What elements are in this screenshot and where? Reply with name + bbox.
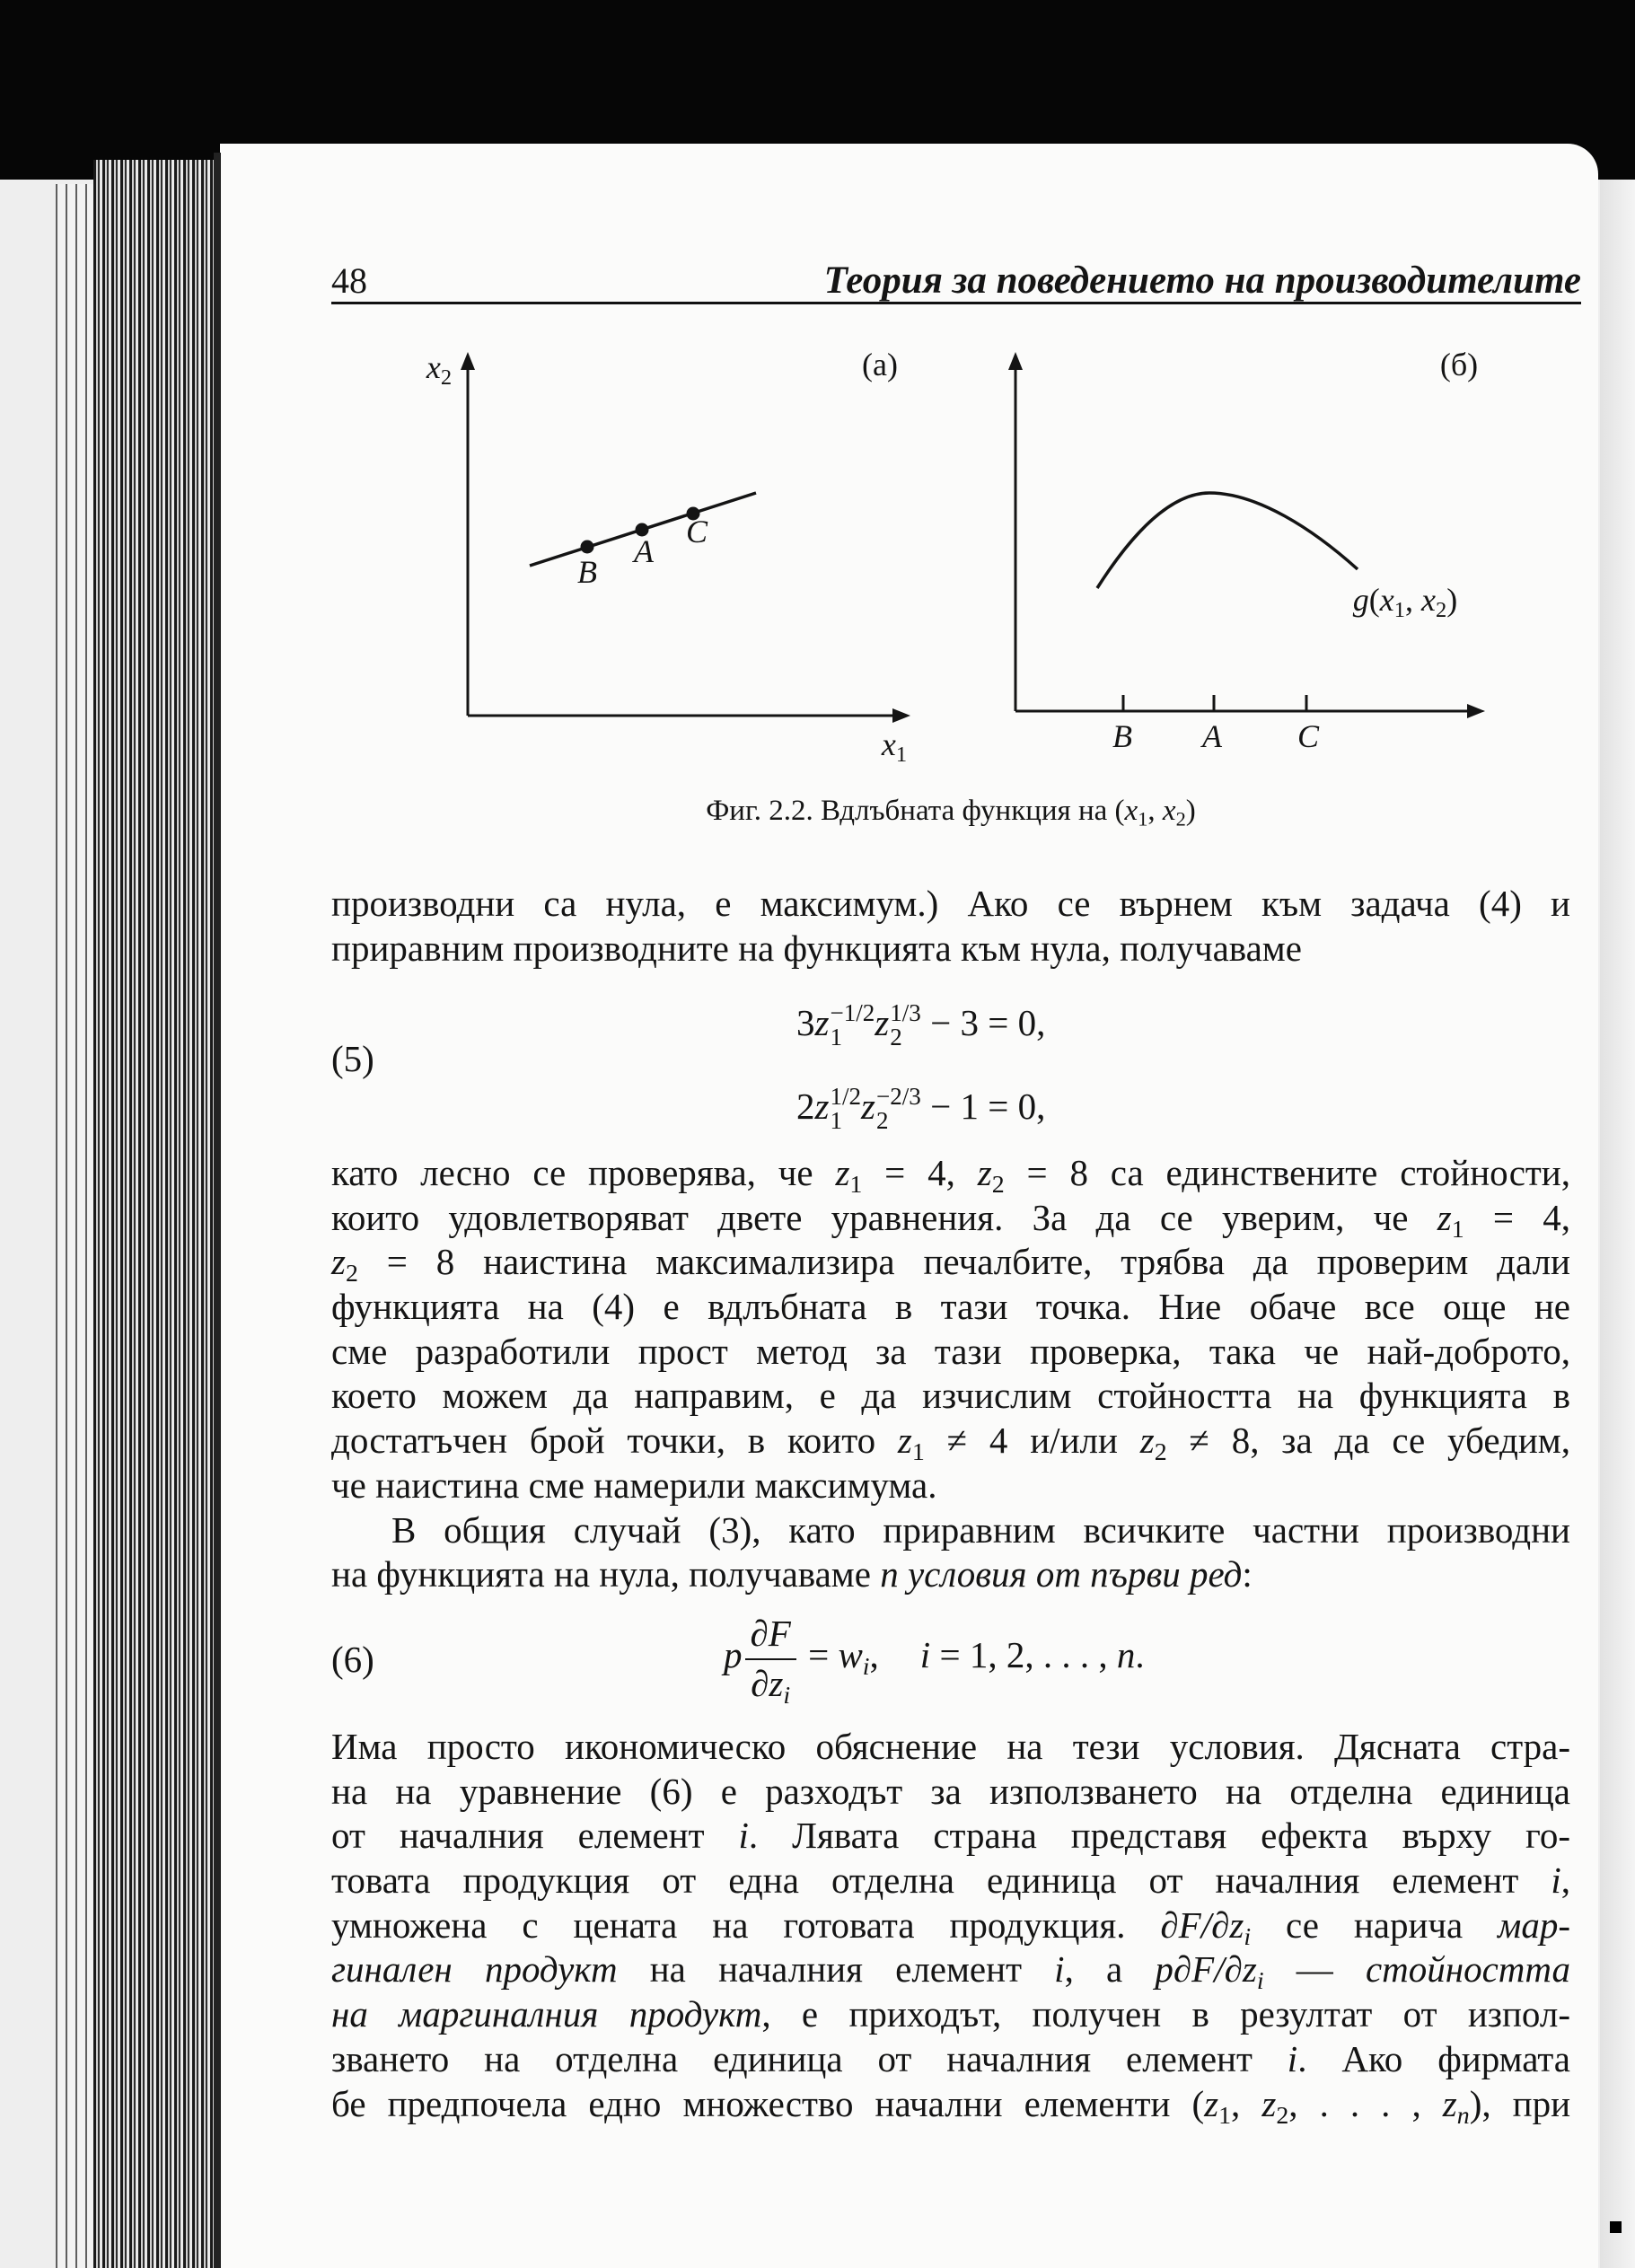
body-line: [331, 1992, 1570, 2037]
math-var: x: [1162, 795, 1176, 827]
math-var: i: [1551, 1859, 1561, 1902]
text-run: = 8 наистина максимализира печалбите, трябва да проверим дали: [357, 1241, 1570, 1283]
body-line: [331, 1151, 1570, 1199]
math-supsub: [876, 1085, 921, 1133]
math-var: z: [331, 1241, 346, 1283]
text-run: като лесно се проверява, че: [331, 1152, 836, 1193]
math-subscript: 2: [345, 1260, 358, 1288]
math-text: − 1 = 0,: [920, 1086, 1046, 1127]
math-var: x: [1379, 582, 1394, 618]
text-run: ): [1446, 582, 1458, 618]
text-run: ,: [1560, 1859, 1570, 1902]
text-run: сме разработили прост метод за тази проверка, така че най-доброто,: [331, 1330, 1570, 1372]
body-line: [331, 1330, 1570, 1375]
body-line: [331, 1859, 1570, 1903]
math-supsub: [830, 1001, 875, 1050]
body-line: [331, 2082, 1571, 2130]
text-run: = 8 са единствените стойности,: [1004, 1152, 1570, 1193]
math-subscript: 1: [1218, 2101, 1232, 2130]
math-subscript: 2: [991, 1170, 1005, 1199]
text-run: ), при: [1469, 2082, 1571, 2124]
body-line: [331, 1947, 1570, 1996]
tick-label-a: A: [1202, 718, 1222, 754]
text-run: товата продукция от една отделна единица от началния елемент: [331, 1859, 1551, 1902]
math-var: z: [1139, 1420, 1155, 1462]
math-var: x: [881, 726, 896, 762]
panel-a-tag: (а): [862, 347, 898, 382]
math-var: i: [919, 1634, 931, 1675]
y-axis-label-a: [426, 349, 453, 390]
equation-number: (5): [331, 1038, 374, 1079]
math-text: .: [1135, 1634, 1145, 1675]
point-label-c: C: [685, 514, 708, 549]
math-superscript: 1/3: [890, 999, 921, 1027]
text-run: Фиг. 2.2. Вдлъбната функция на (: [706, 795, 1125, 827]
emphasis-text: на маргиналния продукт: [331, 1993, 762, 2035]
equation-5-row-1: [796, 996, 1045, 1050]
math-var: p: [724, 1634, 743, 1675]
text-run: ,: [1231, 2082, 1262, 2124]
equation-5-row-2: [796, 1079, 1045, 1133]
math-var: x: [1421, 582, 1436, 618]
math-subscript: 1: [1451, 1215, 1464, 1244]
text-run: , . . . ,: [1288, 2082, 1443, 2124]
emphasis-text: условия от първи ред: [898, 1553, 1243, 1596]
math-var: z: [897, 1420, 912, 1462]
math-subscript: n: [1456, 2101, 1470, 2130]
math-var: x: [1124, 795, 1138, 827]
math-subscript: 2: [1154, 1437, 1167, 1466]
body-line: [331, 1725, 1570, 1770]
body-line: [331, 1240, 1570, 1288]
equation-number: (6): [331, 1639, 374, 1680]
math-subscript: i: [783, 1681, 791, 1710]
body-line: [331, 1196, 1570, 1244]
text-run: производни са нула, е максимум.) Ако се върнем към задача (4) и: [331, 883, 1570, 924]
text-run: от началния елемент: [331, 1815, 739, 1857]
math-var: n: [1116, 1634, 1136, 1675]
text-run: Има просто икономическо обяснение на тези условия. Дясната стра-: [331, 1726, 1570, 1767]
body-line: [331, 2037, 1570, 2082]
math-subscript: 1: [895, 742, 908, 767]
text-run: ): [1185, 795, 1196, 827]
text-run: ≠ 8, за да се убедим,: [1166, 1420, 1570, 1462]
math-var: z: [814, 1086, 830, 1127]
y-axis-a-arrow: [461, 352, 475, 370]
math-var: n: [880, 1553, 899, 1596]
text-run: на началния елемент: [617, 1948, 1055, 1991]
math-var: ∂F/∂z: [1160, 1903, 1244, 1946]
math-var: z: [814, 1002, 830, 1043]
point-label-b: B: [577, 554, 597, 590]
text-run: = 4,: [862, 1152, 978, 1193]
math-text: = 1, 2, . . . ,: [930, 1634, 1117, 1675]
math-subscript: 2: [1435, 597, 1447, 622]
math-superscript: −1/2: [830, 999, 875, 1027]
text-run: функцията на (4) е вдлъбната в тази точка. Ние обаче все още не: [331, 1286, 1570, 1328]
body-line: [331, 1814, 1570, 1859]
math-var: z: [977, 1152, 992, 1193]
text-run: (: [1368, 582, 1380, 618]
text-run: на на уравнение (6) е разходът за използването на отделна единица: [331, 1770, 1570, 1812]
math-superscript: 1/2: [830, 1083, 862, 1111]
text-run: достатъчен брой точки, в които: [331, 1420, 898, 1462]
math-subscript: 2: [440, 365, 453, 390]
body-line: [331, 1552, 1570, 1597]
page-number: 48: [331, 260, 367, 301]
text-run: които удовлетворяват двете уравнения. За да се уверим, че: [331, 1196, 1437, 1238]
text-run: . Ако фирмата: [1297, 2037, 1570, 2079]
math-var: z: [1261, 2082, 1277, 2124]
panel-b-tag: (б): [1439, 347, 1479, 382]
body-line: [331, 1770, 1570, 1815]
text-run: бе предпочела едно множество начални елементи (: [331, 2082, 1205, 2124]
emphasis-text: стойността: [1365, 1948, 1570, 1991]
text-run: което можем да направим, е да изчислим стойността на функцията в: [331, 1375, 1570, 1417]
point-label-a: A: [634, 533, 654, 569]
paragraph: [331, 1725, 1571, 2130]
math-var: g: [1352, 582, 1369, 618]
math-subscript: 1: [830, 1024, 842, 1051]
paragraph: [331, 1151, 1570, 1597]
figure-caption: [706, 793, 1196, 829]
text-run: че наистина сме намерили максимума.: [331, 1464, 937, 1506]
fraction-denominator: [745, 1660, 796, 1710]
text-run: умножена с цената на готовата продукция.: [331, 1903, 1161, 1946]
text-run: ≠ 4 и/или: [924, 1420, 1140, 1462]
math-subscript: 2: [1175, 807, 1186, 831]
body-line: [331, 1508, 1570, 1553]
math-subscript: 2: [890, 1024, 902, 1051]
concave-curve: [1097, 493, 1358, 588]
body-line: [331, 1374, 1570, 1419]
math-supsub: [830, 1085, 861, 1133]
curve-label: [1352, 582, 1458, 622]
figure-graphics: [0, 0, 1635, 808]
equation-6: [724, 1603, 1145, 1710]
math-subscript: 1: [1138, 807, 1148, 831]
math-var: z: [1442, 2082, 1457, 2124]
body-line: [331, 882, 1570, 927]
emphasis-text: мар-: [1498, 1903, 1570, 1946]
paragraph: [331, 882, 1570, 971]
x-axis-label-a: [881, 726, 908, 767]
math-var: ∂z: [751, 1662, 784, 1704]
math-supsub: [890, 1001, 921, 1050]
running-title: Теория за поведението на производителите: [823, 259, 1581, 302]
math-subscript: i: [1256, 1967, 1264, 1996]
tick-label-c: C: [1297, 718, 1320, 754]
math-subscript: 1: [1393, 597, 1405, 622]
math-text: =: [798, 1634, 839, 1675]
math-text: ,: [869, 1634, 879, 1675]
text-run: , а: [1064, 1948, 1156, 1991]
math-subscript: 2: [876, 1107, 889, 1135]
math-text: 3: [796, 1002, 815, 1043]
x-axis-a-arrow: [892, 708, 910, 723]
body-line: [331, 1285, 1570, 1330]
text-run: = 4,: [1464, 1196, 1570, 1238]
math-subscript: 2: [1276, 2101, 1289, 2130]
math-fraction: [745, 1613, 796, 1710]
math-subscript: 1: [830, 1107, 842, 1135]
math-superscript: −2/3: [876, 1083, 921, 1111]
math-text: 2: [796, 1086, 815, 1127]
text-run: зването на отделна единица от началния елемент: [331, 2037, 1288, 2079]
scan-corner-mark: [1610, 2221, 1622, 2233]
emphasis-text: гинален продукт: [331, 1948, 618, 1991]
math-var: z: [875, 1002, 890, 1043]
math-var: x: [426, 349, 441, 385]
text-run: ,: [1405, 582, 1421, 618]
math-var: i: [1287, 2037, 1298, 2079]
math-var: w: [838, 1634, 863, 1675]
math-subscript: 1: [911, 1437, 925, 1466]
text-run: :: [1242, 1553, 1253, 1596]
x-axis-b-arrow: [1467, 704, 1485, 718]
math-subscript: 1: [849, 1170, 863, 1199]
fraction-numerator: ∂F: [745, 1613, 796, 1659]
math-var: z: [861, 1086, 875, 1127]
text-run: —: [1263, 1948, 1366, 1991]
point-b-a: [581, 541, 594, 554]
body-line: [331, 1419, 1570, 1464]
text-run: ,: [1147, 795, 1163, 827]
math-subscript: i: [862, 1652, 870, 1681]
text-run: на функцията на нула, получаваме: [331, 1553, 881, 1596]
math-var: z: [835, 1152, 850, 1193]
y-axis-b-arrow: [1008, 352, 1023, 370]
text-run: се нарича: [1251, 1903, 1499, 1946]
text-run: В общия случай (3), като приравним всичките частни производни: [391, 1508, 1570, 1551]
tick-label-b: B: [1112, 718, 1132, 754]
math-var: i: [1054, 1948, 1065, 1991]
text-run: , е приходът, получен в резултат от изпол-: [761, 1993, 1570, 2035]
body-line: [331, 1903, 1570, 1951]
math-text: − 3 = 0,: [920, 1002, 1046, 1043]
math-subscript: i: [1244, 1922, 1252, 1951]
math-var: z: [1204, 2082, 1219, 2124]
body-line: [331, 927, 1570, 971]
body-line: [331, 1464, 1570, 1508]
math-var: i: [738, 1815, 749, 1857]
text-run: . Лявата страна представя ефекта върху го-: [748, 1815, 1570, 1857]
text-run: приравним производните на функцията към нула, получаваме: [331, 927, 1302, 969]
math-var: p∂F/∂z: [1155, 1948, 1257, 1991]
math-var: z: [1437, 1196, 1452, 1238]
